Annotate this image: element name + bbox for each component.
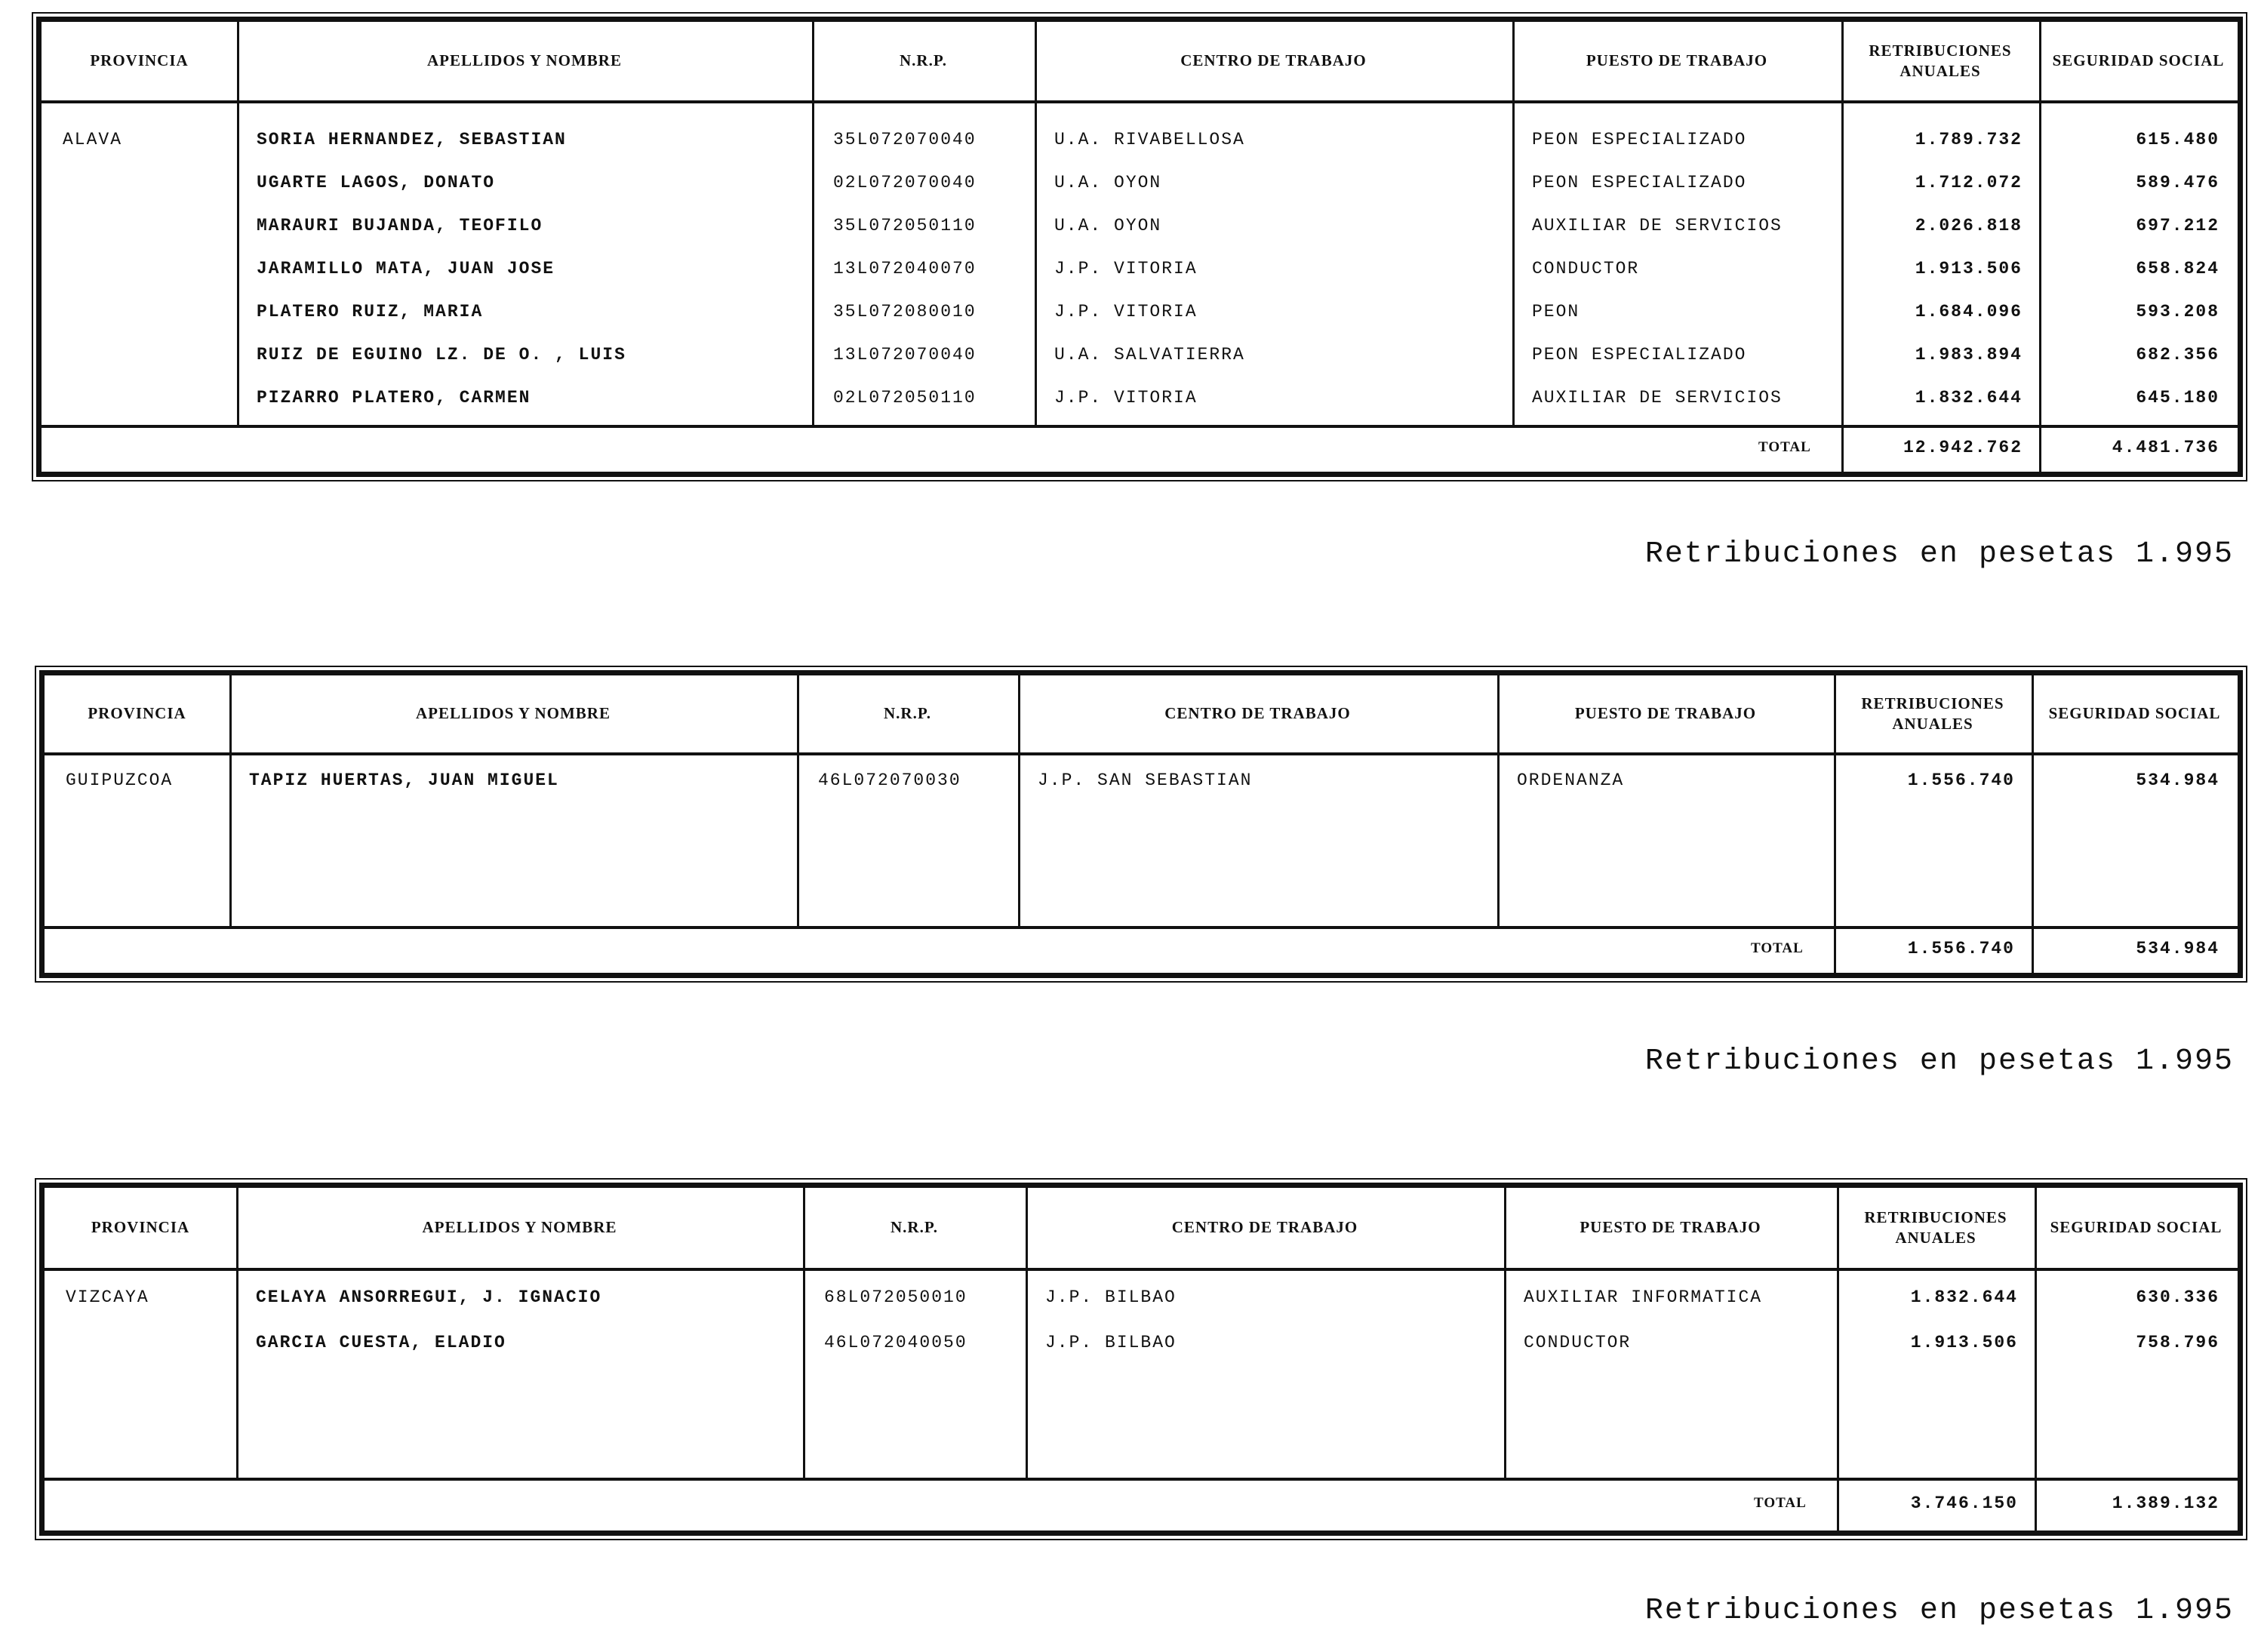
cell-seguridad-social: 593.208 bbox=[2136, 302, 2219, 321]
cell-centro: J.P. SAN SEBASTIAN bbox=[1038, 771, 1253, 790]
cell-seguridad-social: 630.336 bbox=[2136, 1287, 2219, 1307]
cell-nrp: 02L072070040 bbox=[833, 173, 977, 192]
total-label: TOTAL bbox=[1758, 439, 1811, 455]
cell-centro: U.A. RIVABELLOSA bbox=[1054, 130, 1245, 149]
cell-nombre: RUIZ DE EGUINO LZ. DE O. , LUIS bbox=[257, 345, 626, 365]
cell-retribuciones: 1.789.732 bbox=[1915, 130, 2023, 149]
column-header-retribuciones: RETRIBUCIONES ANUALES bbox=[1861, 694, 2004, 733]
cell-retribuciones: 1.913.506 bbox=[1915, 259, 2023, 278]
column-header-provincia: PROVINCIA bbox=[88, 704, 186, 723]
cell-nrp: 68L072050010 bbox=[824, 1287, 967, 1307]
cell-puesto: AUXILIAR DE SERVICIOS bbox=[1532, 216, 1783, 235]
cell-puesto: ORDENANZA bbox=[1517, 771, 1625, 790]
total-label: TOTAL bbox=[1754, 1495, 1807, 1511]
column-header-apellidos: APELLIDOS Y NOMBRE bbox=[427, 51, 622, 70]
cell-centro: U.A. OYON bbox=[1054, 173, 1162, 192]
cell-nrp: 35L072080010 bbox=[833, 302, 977, 321]
cell-seguridad-social: 682.356 bbox=[2136, 345, 2219, 365]
salary-table bbox=[39, 670, 2243, 978]
column-divider bbox=[229, 675, 232, 926]
column-header-provincia: PROVINCIA bbox=[91, 1218, 190, 1237]
cell-centro: J.P. BILBAO bbox=[1045, 1333, 1177, 1352]
cell-retribuciones: 2.026.818 bbox=[1915, 216, 2023, 235]
column-header-seguridad: SEGURIDAD SOCIAL bbox=[2048, 704, 2221, 723]
column-divider bbox=[1026, 1188, 1028, 1478]
cell-nrp: 13L072070040 bbox=[833, 345, 977, 365]
cell-puesto: AUXILIAR DE SERVICIOS bbox=[1532, 388, 1783, 408]
cell-seguridad-social: 697.212 bbox=[2136, 216, 2219, 235]
cell-nrp: 46L072040050 bbox=[824, 1333, 967, 1352]
total-retribuciones: 3.746.150 bbox=[1910, 1494, 2018, 1513]
column-header-puesto: PUESTO DE TRABAJO bbox=[1586, 51, 1768, 70]
cell-nrp: 02L072050110 bbox=[833, 388, 977, 408]
table-body bbox=[45, 1188, 2238, 1530]
cell-puesto: AUXILIAR INFORMATICA bbox=[1524, 1287, 1763, 1307]
column-header-retribuciones: RETRIBUCIONES ANUALES bbox=[1864, 1207, 2007, 1247]
cell-nrp: 13L072040070 bbox=[833, 259, 977, 278]
column-header-nrp: N.R.P. bbox=[891, 1218, 938, 1237]
provincia-cell: VIZCAYA bbox=[66, 1287, 149, 1307]
cell-nrp: 46L072070030 bbox=[818, 771, 961, 790]
cell-nombre: PLATERO RUIZ, MARIA bbox=[257, 302, 484, 321]
total-retribuciones: 1.556.740 bbox=[1907, 939, 2015, 958]
column-divider bbox=[1035, 22, 1037, 425]
column-divider bbox=[1497, 675, 1500, 926]
cell-seguridad-social: 589.476 bbox=[2136, 173, 2219, 192]
table-body bbox=[42, 22, 2238, 472]
column-divider bbox=[1504, 1188, 1506, 1478]
cell-retribuciones: 1.712.072 bbox=[1915, 173, 2023, 192]
column-header-centro: CENTRO DE TRABAJO bbox=[1171, 1218, 1358, 1237]
header-rule bbox=[42, 100, 2238, 103]
column-divider bbox=[812, 22, 814, 425]
column-header-provincia: PROVINCIA bbox=[90, 51, 189, 70]
cell-nombre: SORIA HERNANDEZ, SEBASTIAN bbox=[257, 130, 567, 149]
retribuciones-caption: Retribuciones en pesetas 1.995 bbox=[1644, 1594, 2234, 1628]
cell-nrp: 35L072050110 bbox=[833, 216, 977, 235]
cell-nombre: CELAYA ANSORREGUI, J. IGNACIO bbox=[256, 1287, 602, 1307]
total-retribuciones: 12.942.762 bbox=[1903, 438, 2023, 457]
column-divider bbox=[803, 1188, 805, 1478]
column-header-centro: CENTRO DE TRABAJO bbox=[1164, 704, 1351, 723]
cell-nombre: UGARTE LAGOS, DONATO bbox=[257, 173, 496, 192]
cell-puesto: CONDUCTOR bbox=[1532, 259, 1640, 278]
total-seguridad-social: 534.984 bbox=[2136, 939, 2219, 958]
cell-retribuciones: 1.983.894 bbox=[1915, 345, 2023, 365]
retribuciones-caption: Retribuciones en pesetas 1.995 bbox=[1644, 537, 2234, 571]
column-header-apellidos: APELLIDOS Y NOMBRE bbox=[416, 704, 611, 723]
cell-puesto: PEON ESPECIALIZADO bbox=[1532, 173, 1747, 192]
cell-nrp: 35L072070040 bbox=[833, 130, 977, 149]
cell-puesto: PEON bbox=[1532, 302, 1580, 321]
provincia-cell: GUIPUZCOA bbox=[66, 771, 174, 790]
cell-centro: J.P. VITORIA bbox=[1054, 302, 1198, 321]
cell-seguridad-social: 534.984 bbox=[2136, 771, 2219, 790]
cell-nombre: JARAMILLO MATA, JUAN JOSE bbox=[257, 259, 555, 278]
total-seguridad-social: 1.389.132 bbox=[2112, 1494, 2219, 1513]
cell-seguridad-social: 758.796 bbox=[2136, 1333, 2219, 1352]
cell-puesto: CONDUCTOR bbox=[1524, 1333, 1632, 1352]
retribuciones-caption: Retribuciones en pesetas 1.995 bbox=[1644, 1044, 2234, 1078]
column-header-nrp: N.R.P. bbox=[884, 704, 931, 723]
cell-retribuciones: 1.832.644 bbox=[1910, 1287, 2018, 1307]
cell-puesto: PEON ESPECIALIZADO bbox=[1532, 345, 1747, 365]
cell-retribuciones: 1.556.740 bbox=[1907, 771, 2015, 790]
total-rule bbox=[42, 425, 2238, 428]
cell-nombre: TAPIZ HUERTAS, JUAN MIGUEL bbox=[249, 771, 559, 790]
cell-centro: U.A. SALVATIERRA bbox=[1054, 345, 1245, 365]
column-divider bbox=[237, 22, 239, 425]
salary-table bbox=[36, 17, 2243, 477]
total-rule bbox=[45, 926, 2238, 929]
cell-puesto: PEON ESPECIALIZADO bbox=[1532, 130, 1747, 149]
column-header-nrp: N.R.P. bbox=[900, 51, 947, 70]
column-divider bbox=[1834, 675, 1836, 926]
cell-centro: J.P. BILBAO bbox=[1045, 1287, 1177, 1307]
cell-retribuciones: 1.684.096 bbox=[1915, 302, 2023, 321]
header-rule bbox=[45, 752, 2238, 755]
header-rule bbox=[45, 1268, 2238, 1271]
total-label: TOTAL bbox=[1751, 940, 1804, 956]
column-divider bbox=[236, 1188, 238, 1478]
column-divider bbox=[1018, 675, 1020, 926]
total-rule bbox=[45, 1478, 2238, 1481]
cell-seguridad-social: 645.180 bbox=[2136, 388, 2219, 408]
cell-nombre: GARCIA CUESTA, ELADIO bbox=[256, 1333, 506, 1352]
column-divider bbox=[2032, 675, 2034, 926]
salary-table bbox=[39, 1183, 2243, 1536]
cell-seguridad-social: 658.824 bbox=[2136, 259, 2219, 278]
table-body bbox=[45, 675, 2238, 973]
provincia-cell: ALAVA bbox=[63, 130, 123, 149]
cell-retribuciones: 1.913.506 bbox=[1910, 1333, 2018, 1352]
column-header-seguridad: SEGURIDAD SOCIAL bbox=[2050, 1218, 2222, 1237]
column-header-apellidos: APELLIDOS Y NOMBRE bbox=[422, 1218, 617, 1237]
total-seguridad-social: 4.481.736 bbox=[2112, 438, 2219, 457]
cell-centro: U.A. OYON bbox=[1054, 216, 1162, 235]
column-header-seguridad: SEGURIDAD SOCIAL bbox=[2052, 51, 2225, 70]
cell-seguridad-social: 615.480 bbox=[2136, 130, 2219, 149]
cell-centro: J.P. VITORIA bbox=[1054, 259, 1198, 278]
cell-centro: J.P. VITORIA bbox=[1054, 388, 1198, 408]
column-divider bbox=[797, 675, 799, 926]
column-header-puesto: PUESTO DE TRABAJO bbox=[1580, 1218, 1761, 1237]
column-header-centro: CENTRO DE TRABAJO bbox=[1180, 51, 1367, 70]
column-divider bbox=[1512, 22, 1515, 425]
column-header-retribuciones: RETRIBUCIONES ANUALES bbox=[1869, 41, 2012, 80]
cell-retribuciones: 1.832.644 bbox=[1915, 388, 2023, 408]
cell-nombre: PIZARRO PLATERO, CARMEN bbox=[257, 388, 531, 408]
cell-nombre: MARAURI BUJANDA, TEOFILO bbox=[257, 216, 543, 235]
column-header-puesto: PUESTO DE TRABAJO bbox=[1574, 704, 1757, 723]
